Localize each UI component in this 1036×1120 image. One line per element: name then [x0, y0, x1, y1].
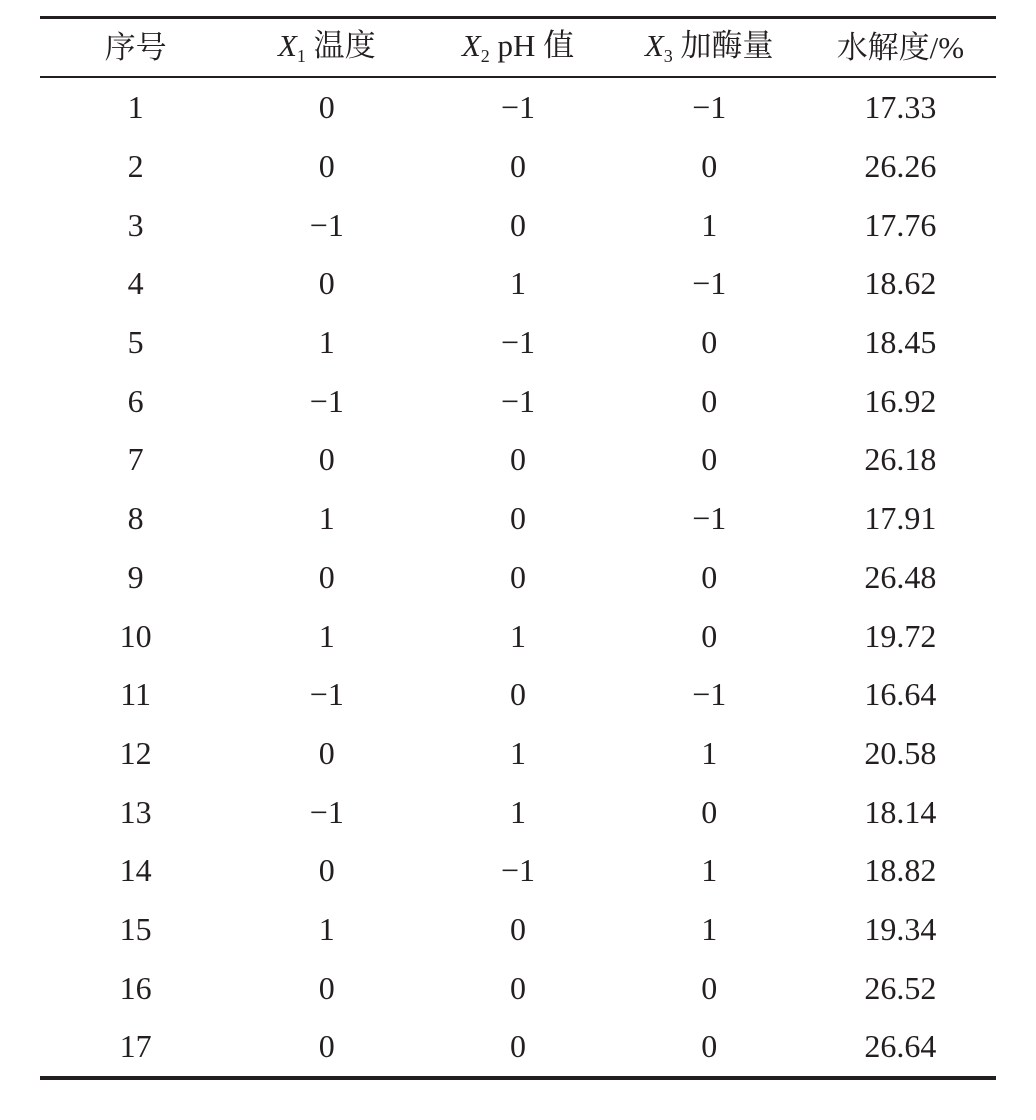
cell-temperature: −1 [309, 676, 344, 713]
cell-temperature: −1 [309, 206, 344, 243]
table-row [40, 782, 996, 841]
cell-enzyme-dose: −1 [692, 500, 727, 537]
cell-index: 16 [119, 969, 152, 1006]
header-label: 水解度/% [836, 30, 965, 65]
header-var: X [461, 28, 481, 63]
table-row [40, 313, 996, 372]
cell-ph: 0 [510, 206, 526, 243]
cell-temperature: 0 [318, 148, 335, 185]
cell-hydrolysis-degree: 18.45 [864, 324, 937, 361]
cell-enzyme-dose: 0 [701, 148, 718, 185]
cell-hydrolysis-degree: 19.72 [864, 617, 937, 654]
table-row [40, 371, 996, 430]
table-body [40, 78, 996, 1076]
header-label: 序号 [104, 30, 167, 65]
header-cell-temperature [231, 30, 422, 65]
cell-temperature: 0 [318, 852, 335, 889]
cell-ph: 1 [510, 734, 526, 771]
table-row [40, 489, 996, 548]
cell-temperature: 1 [318, 500, 335, 537]
cell-hydrolysis-degree: 16.92 [864, 382, 937, 419]
cell-index: 10 [119, 617, 152, 654]
cell-enzyme-dose: 0 [701, 324, 718, 361]
cell-enzyme-dose: 1 [701, 734, 718, 771]
header-cell-ph [422, 30, 613, 65]
cell-temperature: 0 [318, 1028, 335, 1065]
cell-enzyme-dose: 1 [701, 206, 718, 243]
cell-ph: 1 [510, 793, 526, 830]
cell-temperature: 0 [318, 265, 335, 302]
cell-temperature: 0 [318, 441, 335, 478]
cell-temperature: 1 [318, 617, 335, 654]
cell-ph: −1 [500, 89, 536, 126]
cell-index: 5 [127, 324, 144, 361]
table-row [40, 958, 996, 1017]
cell-enzyme-dose: −1 [692, 676, 727, 713]
table-row [40, 841, 996, 900]
cell-index: 15 [119, 910, 152, 947]
cell-index: 12 [119, 734, 152, 771]
header-sub: 2 [480, 46, 490, 66]
cell-ph: 0 [510, 148, 526, 185]
cell-temperature: 0 [318, 969, 335, 1006]
results-table [40, 16, 996, 1080]
cell-enzyme-dose: 0 [701, 558, 718, 595]
cell-enzyme-dose: 0 [701, 382, 718, 419]
table-row [40, 137, 996, 196]
cell-index: 8 [127, 500, 144, 537]
header-cell-hydrolysis-degree [805, 32, 996, 63]
cell-ph: −1 [500, 382, 536, 419]
header-label: 温度 [305, 28, 376, 63]
table-row [40, 724, 996, 783]
cell-index: 13 [119, 793, 152, 830]
cell-hydrolysis-degree: 26.18 [864, 441, 937, 478]
cell-temperature: −1 [309, 382, 344, 419]
cell-index: 4 [127, 265, 144, 302]
cell-hydrolysis-degree: 26.52 [864, 969, 937, 1006]
table-row [40, 254, 996, 313]
table-row [40, 665, 996, 724]
cell-index: 3 [127, 206, 144, 243]
cell-hydrolysis-degree: 26.64 [864, 1028, 937, 1065]
header-sub: 3 [663, 46, 673, 66]
table-header-row [40, 19, 996, 76]
cell-enzyme-dose: 1 [701, 910, 718, 947]
cell-enzyme-dose: 0 [701, 969, 718, 1006]
table-row [40, 195, 996, 254]
cell-temperature: 1 [318, 910, 335, 947]
cell-enzyme-dose: −1 [692, 89, 727, 126]
cell-hydrolysis-degree: 18.62 [864, 265, 937, 302]
table-bottom-rule [40, 1076, 996, 1080]
cell-ph: 0 [510, 500, 526, 537]
cell-hydrolysis-degree: 17.76 [864, 206, 937, 243]
cell-index: 6 [127, 382, 144, 419]
cell-hydrolysis-degree: 20.58 [864, 734, 937, 771]
table-row [40, 606, 996, 665]
cell-enzyme-dose: 0 [701, 793, 718, 830]
table-row [40, 900, 996, 959]
cell-index: 7 [127, 441, 144, 478]
header-var: X [644, 28, 664, 63]
table-row [40, 1017, 996, 1076]
cell-ph: −1 [500, 852, 536, 889]
header-cell-index [40, 32, 231, 63]
cell-temperature: 1 [318, 324, 335, 361]
table-row [40, 78, 996, 137]
cell-hydrolysis-degree: 19.34 [864, 910, 937, 947]
cell-ph: 0 [510, 910, 526, 947]
header-label: 加酶量 [672, 28, 774, 63]
cell-ph: 1 [510, 265, 526, 302]
cell-temperature: −1 [309, 793, 344, 830]
cell-ph: 0 [510, 1028, 526, 1065]
cell-temperature: 0 [318, 558, 335, 595]
cell-hydrolysis-degree: 17.33 [864, 89, 937, 126]
header-cell-enzyme-dose [614, 30, 805, 65]
cell-enzyme-dose: −1 [692, 265, 727, 302]
cell-hydrolysis-degree: 18.14 [864, 793, 937, 830]
cell-enzyme-dose: 1 [701, 852, 718, 889]
cell-index: 2 [127, 148, 144, 185]
table-row [40, 548, 996, 607]
cell-ph: 1 [510, 617, 526, 654]
cell-enzyme-dose: 0 [701, 617, 718, 654]
cell-ph: 0 [510, 676, 526, 713]
cell-temperature: 0 [318, 89, 335, 126]
cell-hydrolysis-degree: 18.82 [864, 852, 937, 889]
cell-hydrolysis-degree: 26.26 [864, 148, 937, 185]
cell-enzyme-dose: 0 [701, 441, 718, 478]
cell-ph: 0 [510, 558, 526, 595]
cell-enzyme-dose: 0 [701, 1028, 718, 1065]
cell-index: 11 [120, 676, 151, 713]
cell-index: 1 [127, 89, 144, 126]
cell-index: 17 [119, 1028, 152, 1065]
table-row [40, 430, 996, 489]
cell-ph: 0 [510, 441, 526, 478]
cell-index: 14 [119, 852, 152, 889]
cell-hydrolysis-degree: 16.64 [864, 676, 937, 713]
cell-ph: 0 [510, 969, 526, 1006]
header-sub: 1 [296, 46, 306, 66]
cell-ph: −1 [500, 324, 536, 361]
cell-hydrolysis-degree: 17.91 [864, 500, 937, 537]
header-var: X [277, 28, 297, 63]
cell-hydrolysis-degree: 26.48 [864, 558, 937, 595]
cell-index: 9 [127, 558, 144, 595]
cell-temperature: 0 [318, 734, 335, 771]
header-label: pH 值 [489, 28, 575, 63]
